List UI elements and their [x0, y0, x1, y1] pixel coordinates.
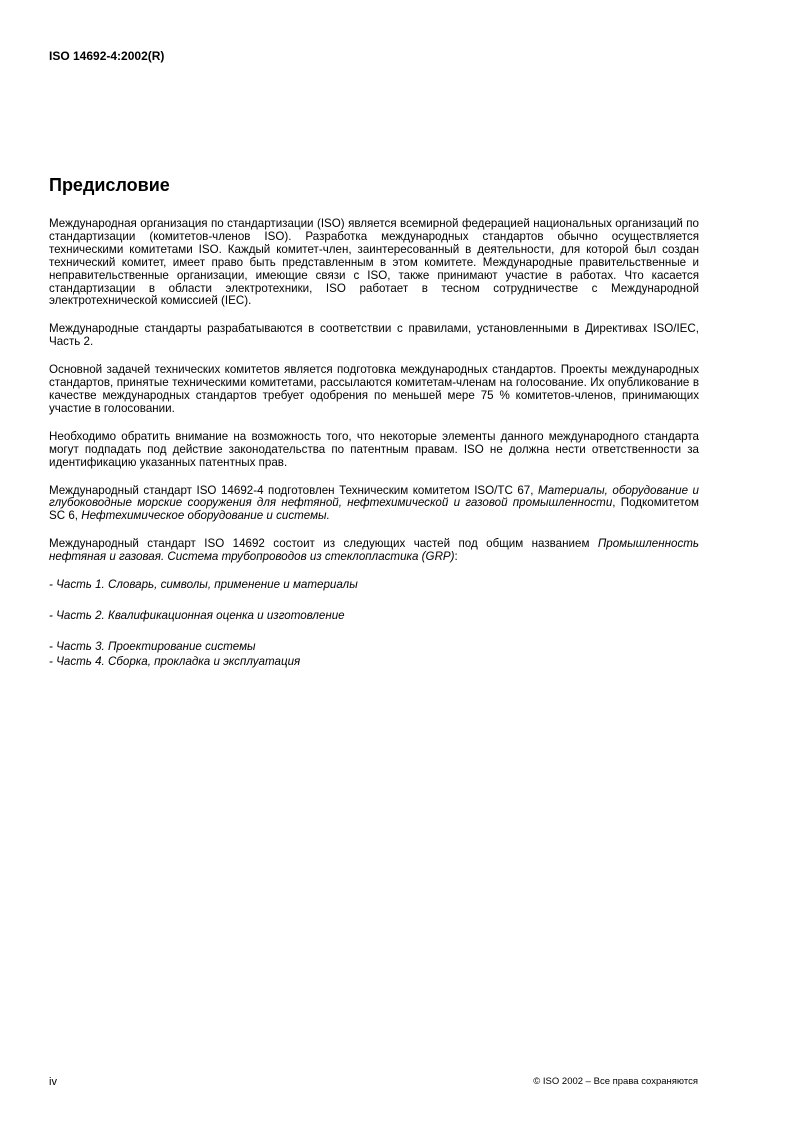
subcommittee-text: , Подкомитетом SC 6,: [49, 496, 699, 523]
list-item-part-4: - Часть 4. Сборка, прокладка и эксплуатация: [49, 654, 301, 668]
list-item-part-3: - Часть 3. Проектирование системы: [49, 639, 256, 653]
paragraph-patent-rights: Необходимо обратить внимание на возможность того, что некоторые элементы данного международного стандарта могут подпадать под действие законодательства по патентным правам. ISO не должна нести ответственности за идентификацию указанных патентных прав.: [49, 429, 699, 469]
paragraph-directives: Международные стандарты разрабатываются в соответствии с правилами, установленными в Директивах ISO/IEC, Часть 2.: [49, 322, 699, 349]
series-title: Промышленность нефтяная и газовая. Система трубопроводов из стеклопластика (GRP): [49, 537, 699, 564]
parts-intro-colon: :: [454, 550, 458, 564]
list-item-part-1: - Часть 1. Словарь, символы, применение и материалы: [49, 578, 358, 592]
document-id: ISO 14692-4:2002(R): [49, 49, 165, 63]
section-title: Предисловие: [49, 175, 170, 195]
paragraph-iso-organization: Международная организация по стандартизации (ISO) является всемирной федерацией национальных организаций по стандартизации (комитетов-членов ISO). Разработка международных стандартов обычно осуществляется техническими комитетами ISO. Каждый комитет-член, заинтересованный в деятельности, для которой был создан технический комитет, имеет право быть представленным в этом комитете. Международные правительственные и неправительственные организации, имеющие связи с ISO, также принимают участие в работах. Что касается стандартизации в области электротехники, ISO работает в тесном сотрудничестве с Международной электротехнической комиссией (IEC).: [49, 217, 699, 308]
foreword-body: [49, 218, 699, 684]
parts-intro-text: Международный стандарт ISO 14692 состоит из следующих частей под общим названием: [49, 537, 598, 551]
list-item-part-2: - Часть 2. Квалификационная оценка и изготовление: [49, 608, 345, 622]
subcommittee-title: Нефтехимическое оборудование и системы.: [81, 509, 330, 523]
page-number: iv: [49, 1076, 57, 1088]
copyright-notice: © ISO 2002 – Все права сохраняются: [533, 1076, 698, 1087]
prepared-by-text: Международный стандарт ISO 14692-4 подготовлен Техническим комитетом ISO/TC 67,: [49, 483, 538, 497]
paragraph-parts-intro: [49, 538, 699, 564]
paragraph-technical-committees: Основной задачей технических комитетов является подготовка международных стандартов. Проекты международных стандартов, принятые техническими комитетами, рассылаются комитетам-членам на голосование. Их опубликование в качестве международных стандартов требует одобрения по меньшей мере 75 % комитетов-членов, принимающих участие в голосовании.: [49, 363, 699, 415]
paragraph-prepared-by: [49, 485, 699, 524]
committee-title: Материалы, оборудование и глубоководные морские сооружения для нефтяной, нефтехимической и газовой промышленности: [49, 483, 699, 510]
